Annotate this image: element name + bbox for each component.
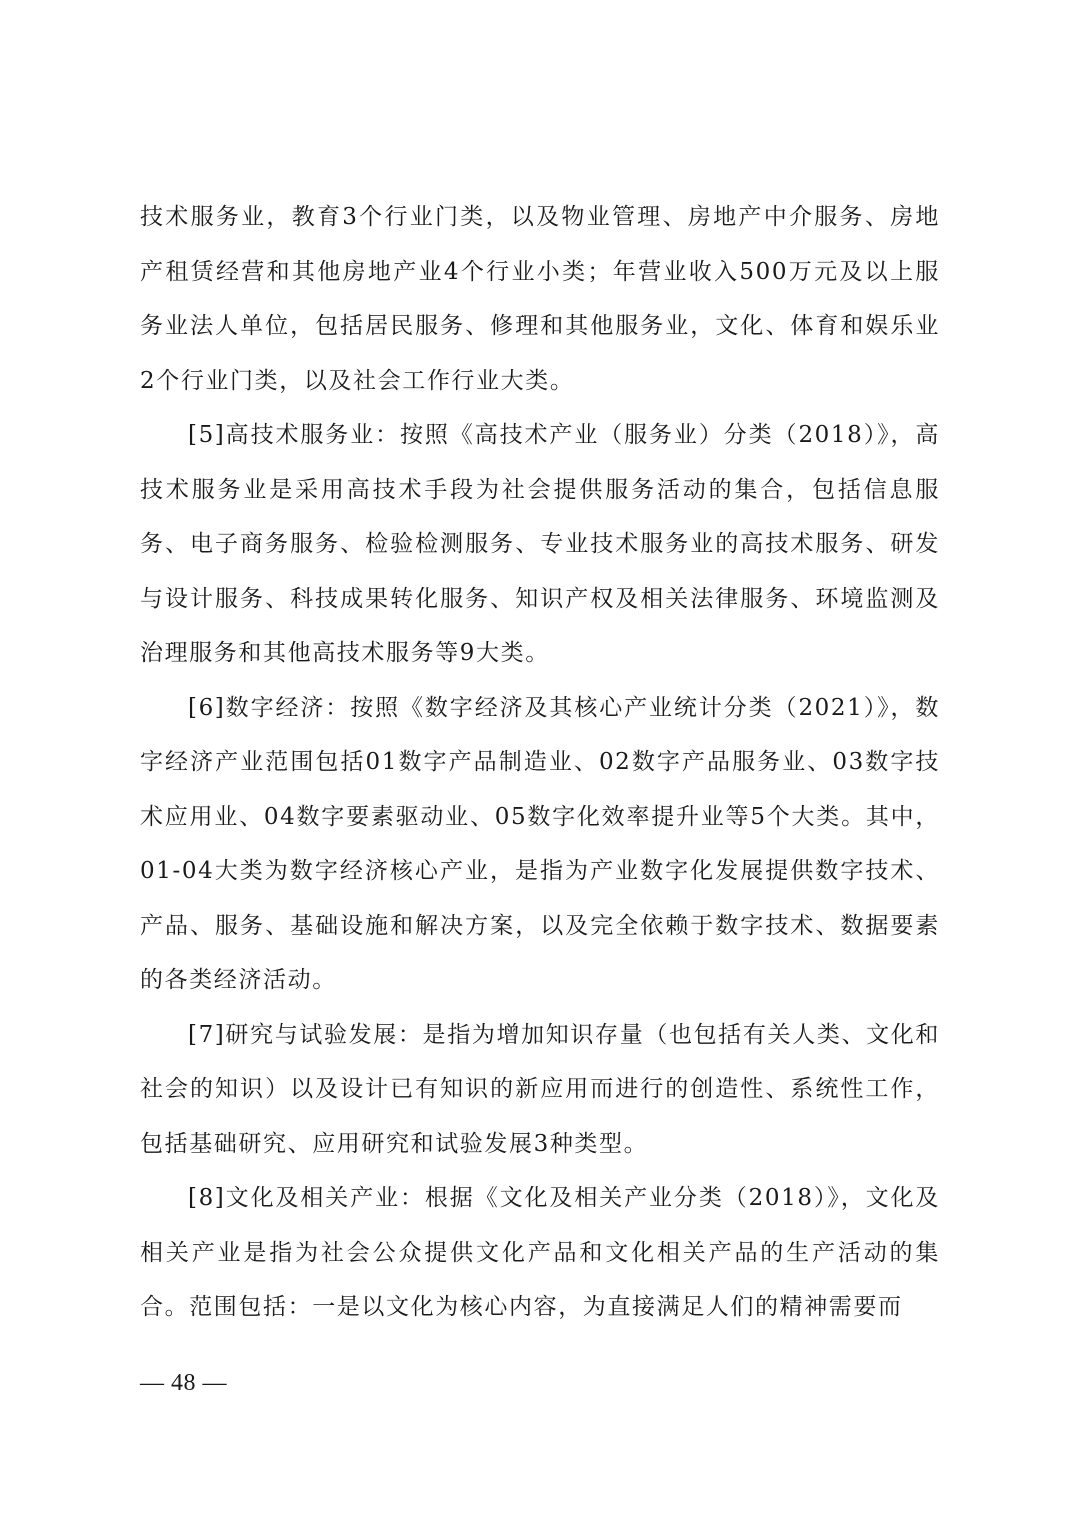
paragraph-service-industry-scope: 技术服务业，教育3个行业门类，以及物业管理、房地产中介服务、房地产租赁经营和其他房地产业4个行业小类；年营业收入500万元及以上服务业法人单位，包括居民服务、修理和其他服务业，文化、体育和娱乐业2个行业门类，以及社会工作行业大类。	[140, 204, 940, 394]
document-body	[140, 190, 940, 1335]
paragraph-note-7-research-development: [7]研究与试验发展：是指为增加知识存量（也包括有关人类、文化和社会的知识）以及设计已有知识的新应用而进行的创造性、系统性工作，包括基础研究、应用研究和试验发展3种类型。	[140, 1021, 940, 1157]
paragraph-note-6-digital-economy: [6]数字经济：按照《数字经济及其核心产业统计分类（2021）》，数字经济产业范围包括01数字产品制造业、02数字产品服务业、03数字技术应用业、04数字要素驱动业、05数字化效率提升业等5个大类。其中，01-04大类为数字经济核心产业，是指为产业数字化发展提供数字技术、产品、服务、基础设施和解决方案，以及完全依赖于数字技术、数据要素的各类经济活动。	[140, 694, 940, 993]
paragraph-note-5-high-tech-services: [5]高技术服务业：按照《高技术产业（服务业）分类（2018）》，高技术服务业是采用高技术手段为社会提供服务活动的集合，包括信息服务、电子商务服务、检验检测服务、专业技术服务业的高技术服务、研发与设计服务、科技成果转化服务、知识产权及相关法律服务、环境监测及治理服务和其他高技术服务等9大类。	[140, 422, 940, 666]
page-number: — 48 —	[140, 1370, 227, 1396]
paragraph-note-8-cultural-industries: [8]文化及相关产业：根据《文化及相关产业分类（2018）》，文化及相关产业是指为社会公众提供文化产品和文化相关产品的生产活动的集合。范围包括：一是以文化为核心内容，为直接满足人们的精神需要而	[140, 1185, 940, 1320]
